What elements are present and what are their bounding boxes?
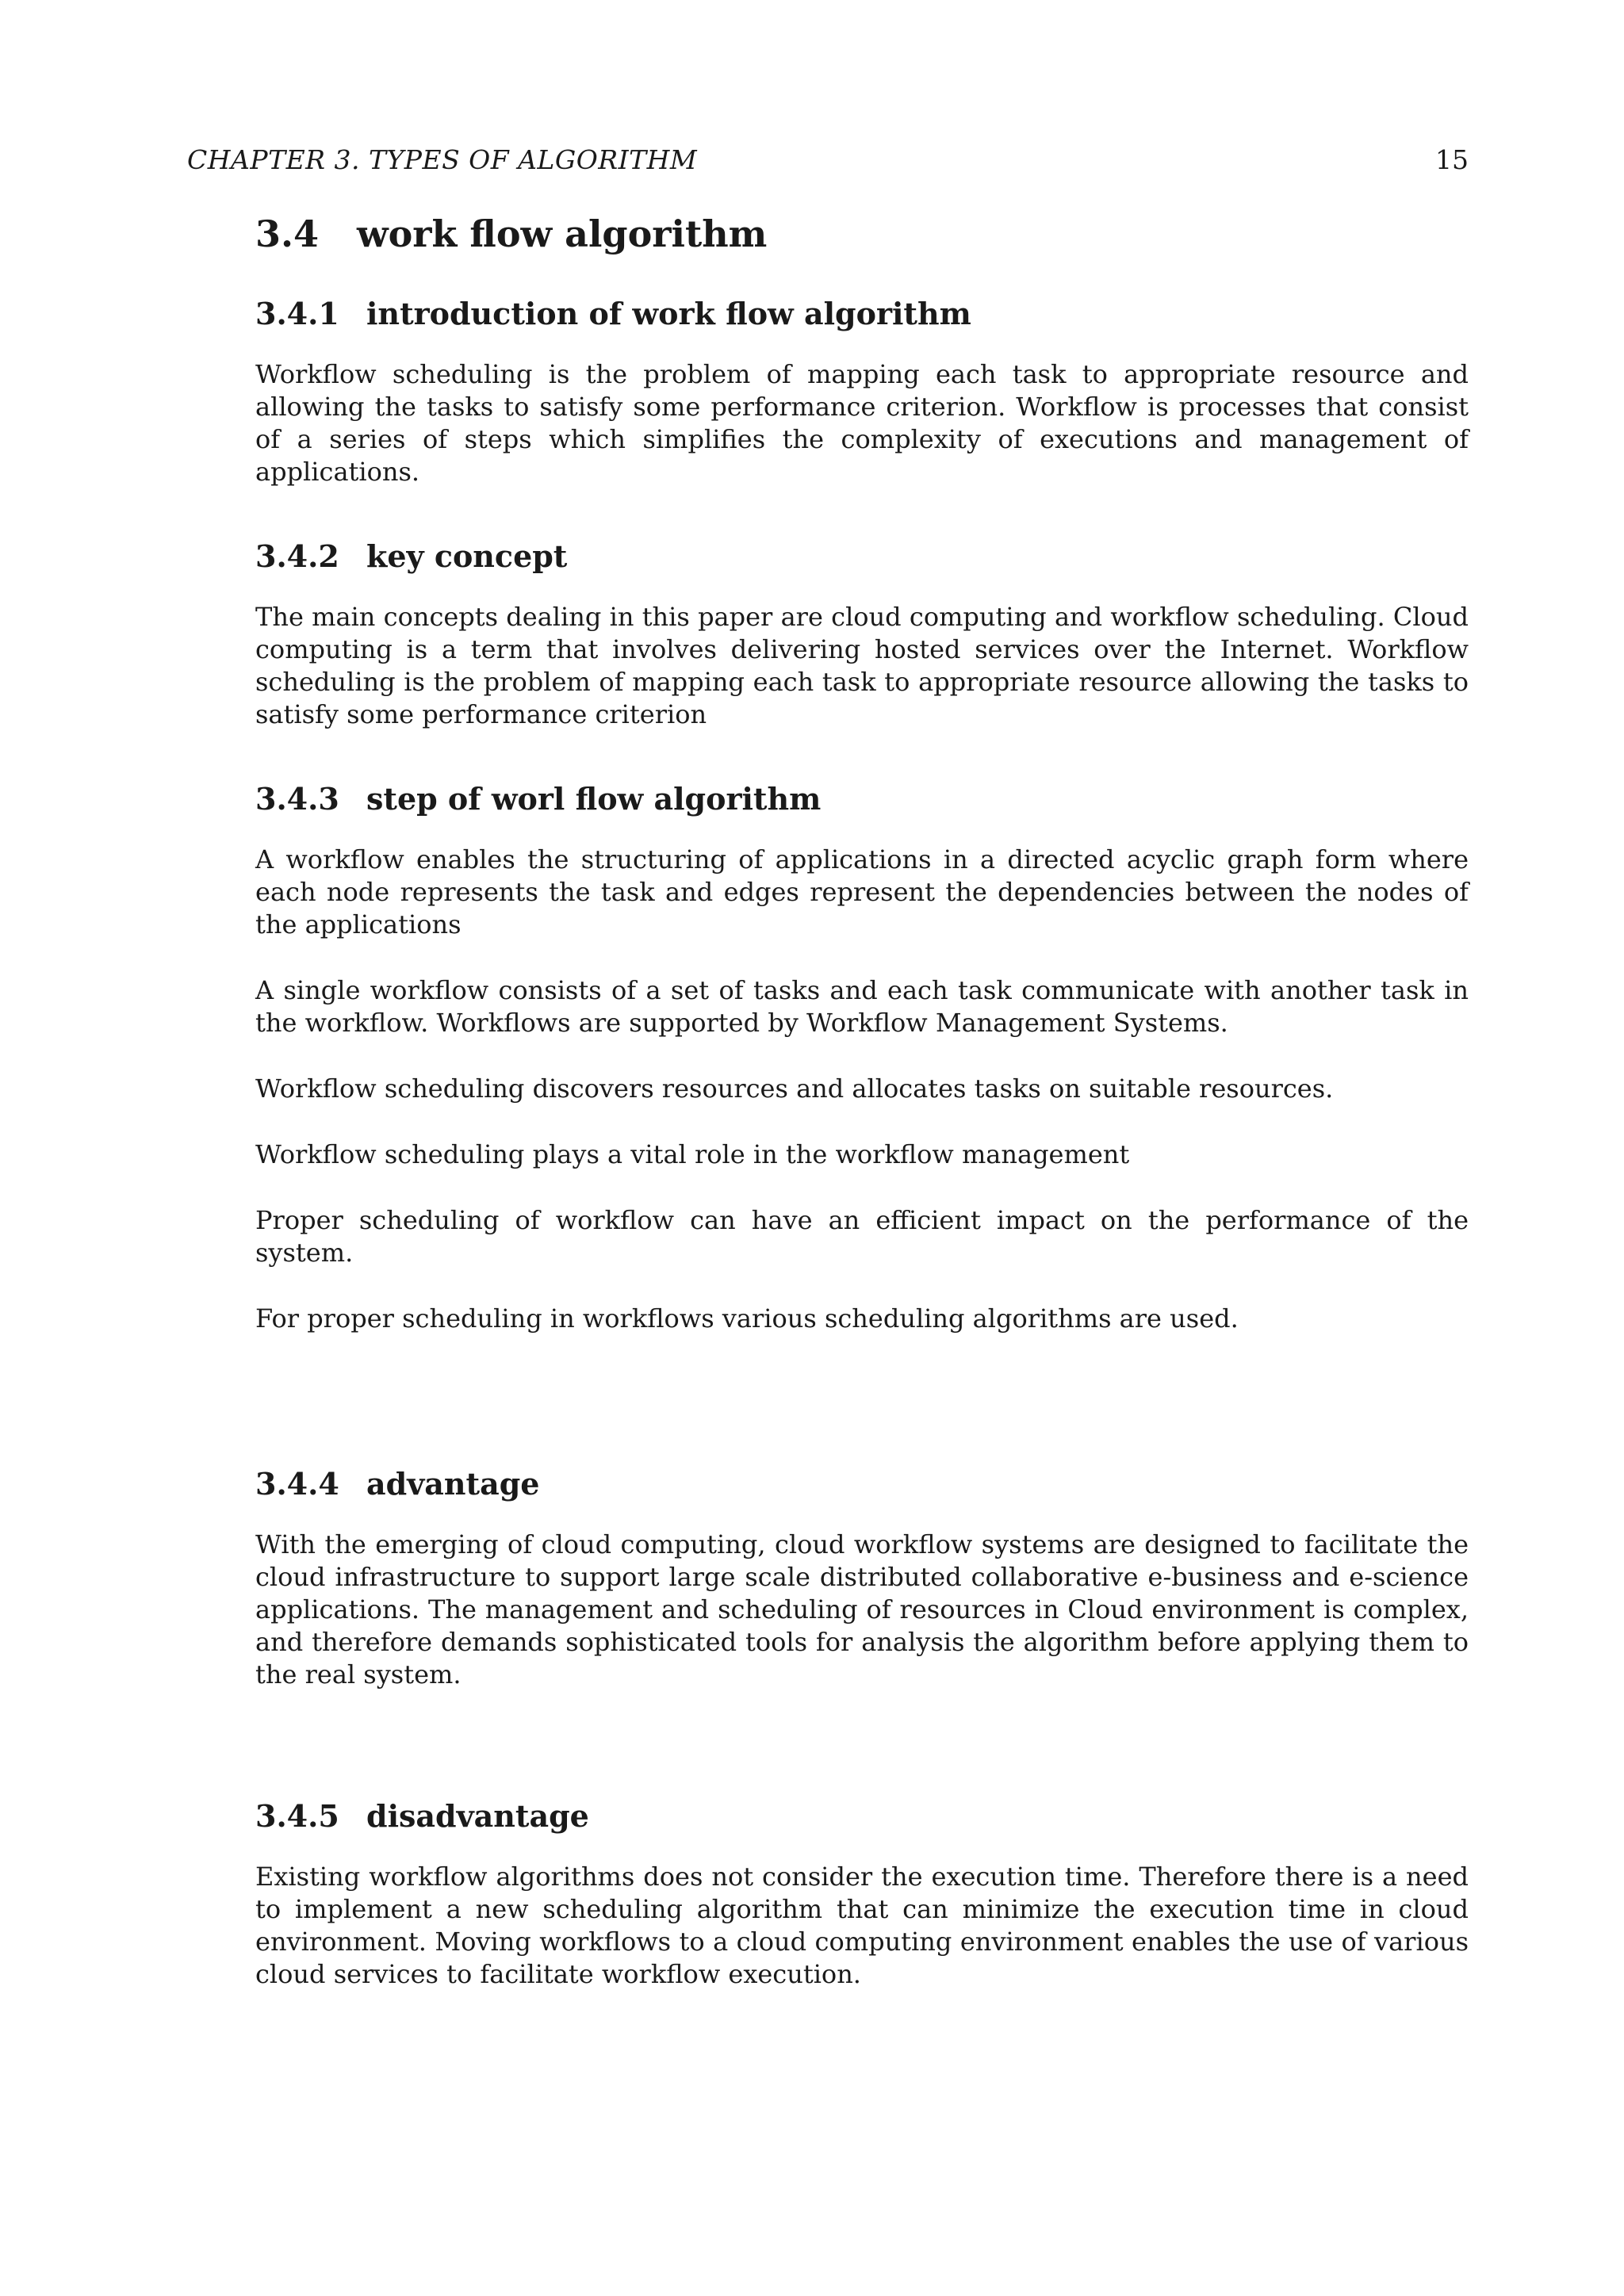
subsection-heading-steps bbox=[255, 777, 1469, 821]
paragraph: The main concepts dealing in this paper are cloud computing and workflow scheduling. Cloud computing is a term that involves delivering hosted services over the Internet. Workflow scheduling is the problem of mapping each task to appropriate resource allowing the tasks to satisfy some performance criterion bbox=[255, 602, 1469, 729]
subsection-number: 3.4.2 bbox=[255, 538, 339, 574]
section-heading bbox=[255, 208, 1469, 260]
paragraph: Proper scheduling of workflow can have an efficient impact on the performance of the system. bbox=[255, 1205, 1469, 1268]
subsection-heading-advantage bbox=[255, 1462, 1469, 1506]
subsection-number: 3.4.5 bbox=[255, 1798, 339, 1834]
paragraph: Workflow scheduling is the problem of mapping each task to appropriate resource and allowing the tasks to satisfy some performance criterion. Workflow is processes that consist of a series of steps which simplifies the complexity of executions and management of applications. bbox=[255, 359, 1469, 487]
subsection-title: disadvantage bbox=[366, 1798, 589, 1834]
chapter-title: CHAPTER 3. TYPES OF ALGORITHM bbox=[187, 144, 698, 175]
subsection-number: 3.4.1 bbox=[255, 296, 339, 331]
subsection-heading-disadvantage bbox=[255, 1794, 1469, 1839]
subsection-heading-key-concept bbox=[255, 534, 1469, 579]
subsection-title: key concept bbox=[366, 538, 568, 574]
subsection-heading-introduction bbox=[255, 292, 1469, 336]
subsection-title: introduction of work flow algorithm bbox=[366, 296, 971, 331]
paragraph: A single workflow consists of a set of tasks and each task communicate with another task in the workflow. Workflows are supported by Workflow Management Systems. bbox=[255, 975, 1469, 1038]
subsection-number: 3.4.3 bbox=[255, 781, 339, 817]
paragraph: A workflow enables the structuring of applications in a directed acyclic graph form where each node represents the task and edges represent the dependencies between the nodes of the applications bbox=[255, 844, 1469, 939]
paragraph: With the emerging of cloud computing, cloud workflow systems are designed to facilitate the cloud infrastructure to support large scale distributed collaborative e-business and e-science applications. The management and scheduling of resources in Cloud environment is complex, and therefore demands sophisticated tools for analysis the algorithm before applying them to the real system. bbox=[255, 1529, 1469, 1689]
subsection-title: step of worl flow algorithm bbox=[366, 781, 822, 817]
paragraph: For proper scheduling in workflows various scheduling algorithms are used. bbox=[255, 1303, 1239, 1334]
section-title: work flow algorithm bbox=[357, 212, 768, 255]
subsection-title: advantage bbox=[366, 1466, 540, 1502]
page-number: 15 bbox=[1435, 144, 1469, 175]
paragraph: Existing workflow algorithms does not consider the execution time. Therefore there is a need to implement a new scheduling algorithm that can minimize the execution time in cloud environment. Moving workflows to a cloud computing environment enables the use of various cloud services to facilitate workflow execution. bbox=[255, 1862, 1469, 1989]
subsection-number: 3.4.4 bbox=[255, 1466, 339, 1502]
running-header bbox=[187, 144, 1469, 182]
paragraph: Workflow scheduling discovers resources and allocates tasks on suitable resources. bbox=[255, 1073, 1334, 1104]
paragraph: Workflow scheduling plays a vital role in the workflow management bbox=[255, 1139, 1130, 1169]
page-body bbox=[255, 208, 1469, 1991]
section-number: 3.4 bbox=[255, 212, 320, 255]
